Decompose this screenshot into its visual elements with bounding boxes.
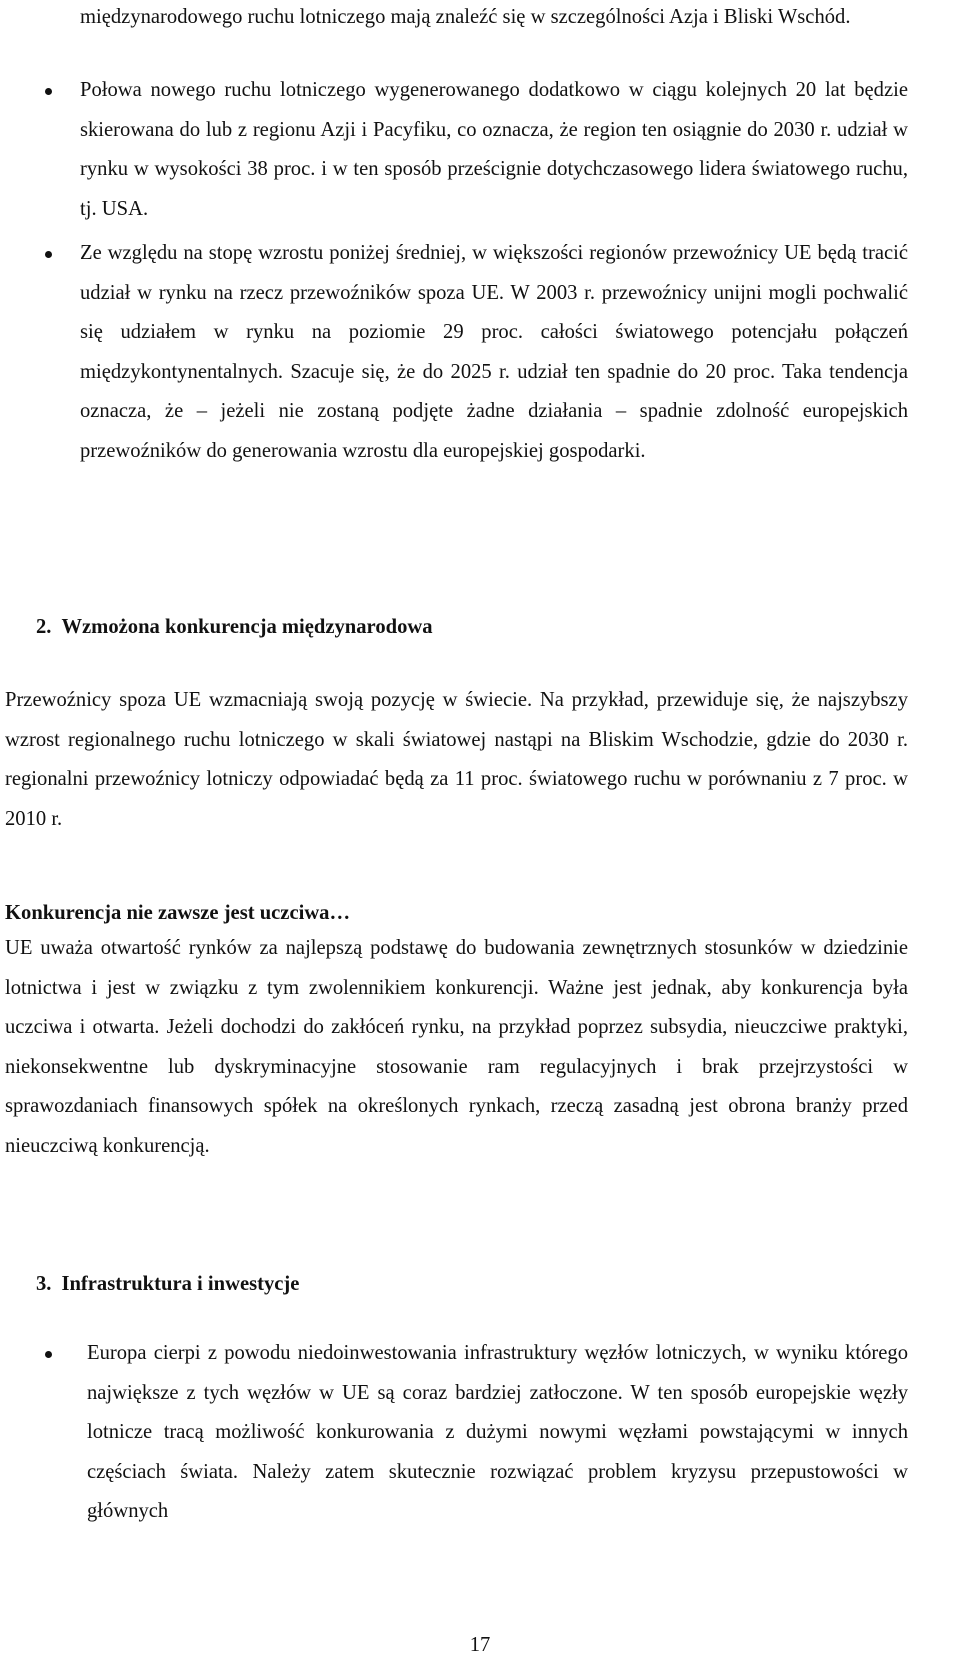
subsection-title: Konkurencja nie zawsze jest uczciwa… xyxy=(5,902,351,924)
subsection-heading xyxy=(5,898,350,928)
list-item-text: Ze względu na stopę wzrostu poniżej średniej, w większości regionów przewoźnicy UE będą tracić udział w rynku na rzecz przewoźników spoza UE. W 2003 r. przewoźnicy unijni mogli pochwalić się udziałem w rynku na poziomie 29 proc. całości światowego potencjału połączeń międzykontynentalnych. Szacuje się, że do 2025 r. udział ten spadnie do 20 proc. Taka tendencja oznacza, że – jeżeli nie zostaną podjęte żadne działania – spadnie zdolność europejskich przewoźników do generowania wzrostu dla europejskiej gospodarki. xyxy=(80,242,908,462)
page-number: 17 xyxy=(469,1634,491,1656)
section-number: 2. xyxy=(36,616,52,638)
section-title: Infrastruktura i inwestycje xyxy=(61,1273,300,1295)
paragraph-text: Przewoźnicy spoza UE wzmacniają swoją pozycję w świecie. Na przykład, przewiduje się, że najszybszy wzrost regionalnego ruchu lotniczego w skali światowej nastąpi na Bliskim Wschodzie, gdzie do 2030 r. regionalni przewoźnicy lotniczy odpowiadać będą za 11 proc. światowego ruchu w porównaniu z 7 proc. w 2010 r. xyxy=(5,689,908,830)
section-paragraph xyxy=(5,681,908,839)
paragraph-text: międzynarodowego ruchu lotniczego mają znaleźć się w szczególności Azja i Bliski Wschód. xyxy=(80,6,851,28)
continuation-paragraph xyxy=(80,0,908,38)
section-title: Wzmożona konkurencja międzynarodowa xyxy=(61,616,433,638)
bullet-icon xyxy=(45,251,52,258)
bullet-icon xyxy=(45,88,52,95)
section-number: 3. xyxy=(36,1273,52,1295)
subsection-paragraph xyxy=(5,929,908,1166)
section-heading xyxy=(36,1269,299,1299)
list-item-text: Połowa nowego ruchu lotniczego wygenerowanego dodatkowo w ciągu kolejnych 20 lat będzie skierowana do lub z regionu Azji i Pacyfiku, co oznacza, że region ten osiągnie do 2030 r. udział w rynku w wysokości 38 proc. i w ten sposób prześcignie dotychczasowego lidera światowego ruchu, tj. USA. xyxy=(80,79,908,220)
section-heading xyxy=(36,612,433,642)
bullet-icon xyxy=(45,1351,52,1358)
paragraph-text: UE uważa otwartość rynków za najlepszą podstawę do budowania zewnętrznych stosunków w dziedzinie lotnictwa i jest w związku z tym zwolennikiem konkurencji. Ważne jest jednak, aby konkurencja była uczciwa i otwarta. Jeżeli dochodzi do zakłóceń rynku, na przykład poprzez subsydia, nieuczciwe praktyki, niekonsekwentne lub dyskryminacyjne stosowanie ram regulacyjnych i brak przejrzystości w sprawozdaniach finansowych spółek na określonych rynkach, rzeczą zasadną jest obrona branży przed nieuczciwą konkurencją. xyxy=(5,937,908,1157)
list-item-text: Europa cierpi z powodu niedoinwestowania infrastruktury węzłów lotniczych, w wyniku którego największe z tych węzłów w UE są coraz bardziej zatłoczone. W ten sposób europejskie węzły lotnicze tracą możliwość konkurowania z dużymi nowymi węzłami powstającymi w innych częściach świata. Należy zatem skutecznie rozwiązać problem kryzysu przepustowości w głównych xyxy=(87,1342,908,1522)
